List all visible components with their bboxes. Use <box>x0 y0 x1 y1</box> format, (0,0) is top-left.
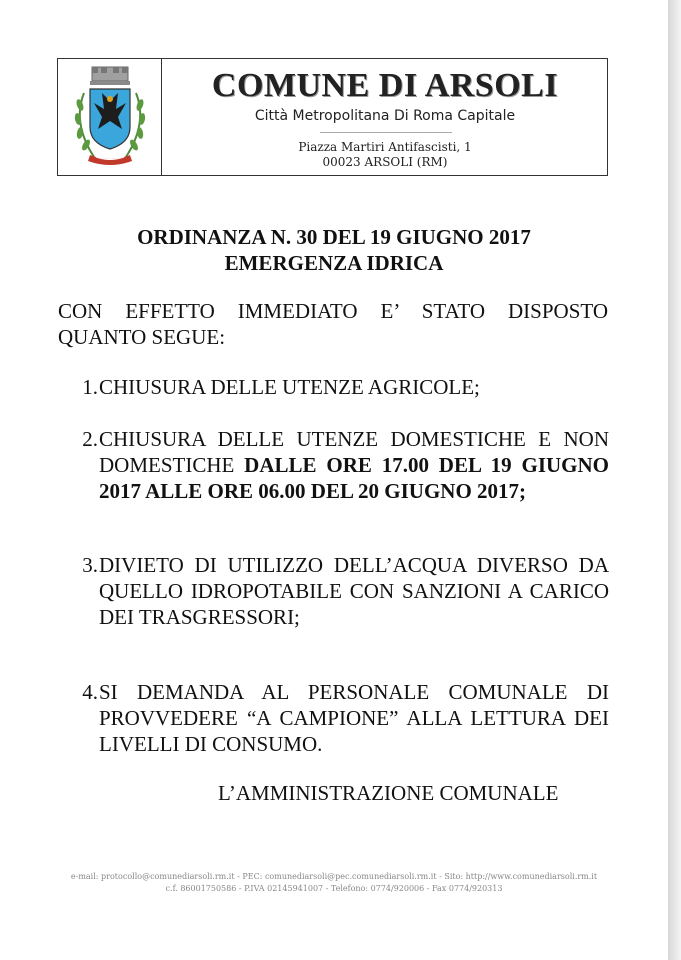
list-item-bold-text: DALLE ORE 17.00 DEL 19 GIUGNO 2017 ALLE ORE 06.00 DEL 20 GIUGNO 2017; <box>99 453 609 503</box>
item-number: 4. <box>82 680 98 704</box>
item-number: 1. <box>82 375 98 399</box>
signature: L’AMMINISTRAZIONE COMUNALE <box>218 781 559 805</box>
letterhead <box>57 58 608 176</box>
list-item: SI DEMANDA AL PERSONALE COMUNALE DI PROVVEDERE “A CAMPIONE” ALLA LETTURA DEI LIVELLI DI CONSUMO. <box>99 680 609 756</box>
ordinance-subject: EMERGENZA IDRICA <box>224 251 444 275</box>
address-line-2: 00023 ARSOLI (RM) <box>322 155 448 169</box>
crest-box <box>58 59 162 175</box>
item-number: 3. <box>82 553 98 577</box>
municipality-subtitle: Città Metropolitana Di Roma Capitale <box>254 108 516 124</box>
list-item-text: CHIUSURA DELLE UTENZE DOMESTICHE E NON DOMESTICHE <box>99 427 609 477</box>
ordinance-title: ORDINANZA N. 30 DEL 19 GIUGNO 2017 <box>137 225 531 249</box>
page-edge-shadow <box>668 0 681 960</box>
footer-fiscal: c.f. 86001750586 - P.IVA 02145941007 - Telefono: 0774/920006 - Fax 0774/920313 <box>165 884 503 893</box>
coat-of-arms-icon <box>68 63 152 173</box>
municipality-name: COMUNE DI ARSOLI <box>211 67 559 104</box>
list-item <box>99 426 609 504</box>
list-item: DIVIETO DI UTILIZZO DELL’ACQUA DIVERSO DA QUELLO IDROPOTABILE CON SANZIONI A CARICO DEI TRASGRESSORI; <box>99 553 609 629</box>
list-item: CHIUSURA DELLE UTENZE AGRICOLE; <box>99 375 480 399</box>
header-divider <box>320 132 452 133</box>
intro-paragraph: CON EFFETTO IMMEDIATO E’ STATO DISPOSTO QUANTO SEGUE: <box>58 299 608 349</box>
address-line-1: Piazza Martiri Antifascisti, 1 <box>298 140 472 154</box>
footer-contacts: e-mail: protocollo@comunediarsoli.rm.it - PEC: comunediarsoli@pec.comunediarsoli.rm.it - Sito: http://www.comunediarsoli.rm.it <box>70 872 598 881</box>
item-number: 2. <box>82 427 98 451</box>
